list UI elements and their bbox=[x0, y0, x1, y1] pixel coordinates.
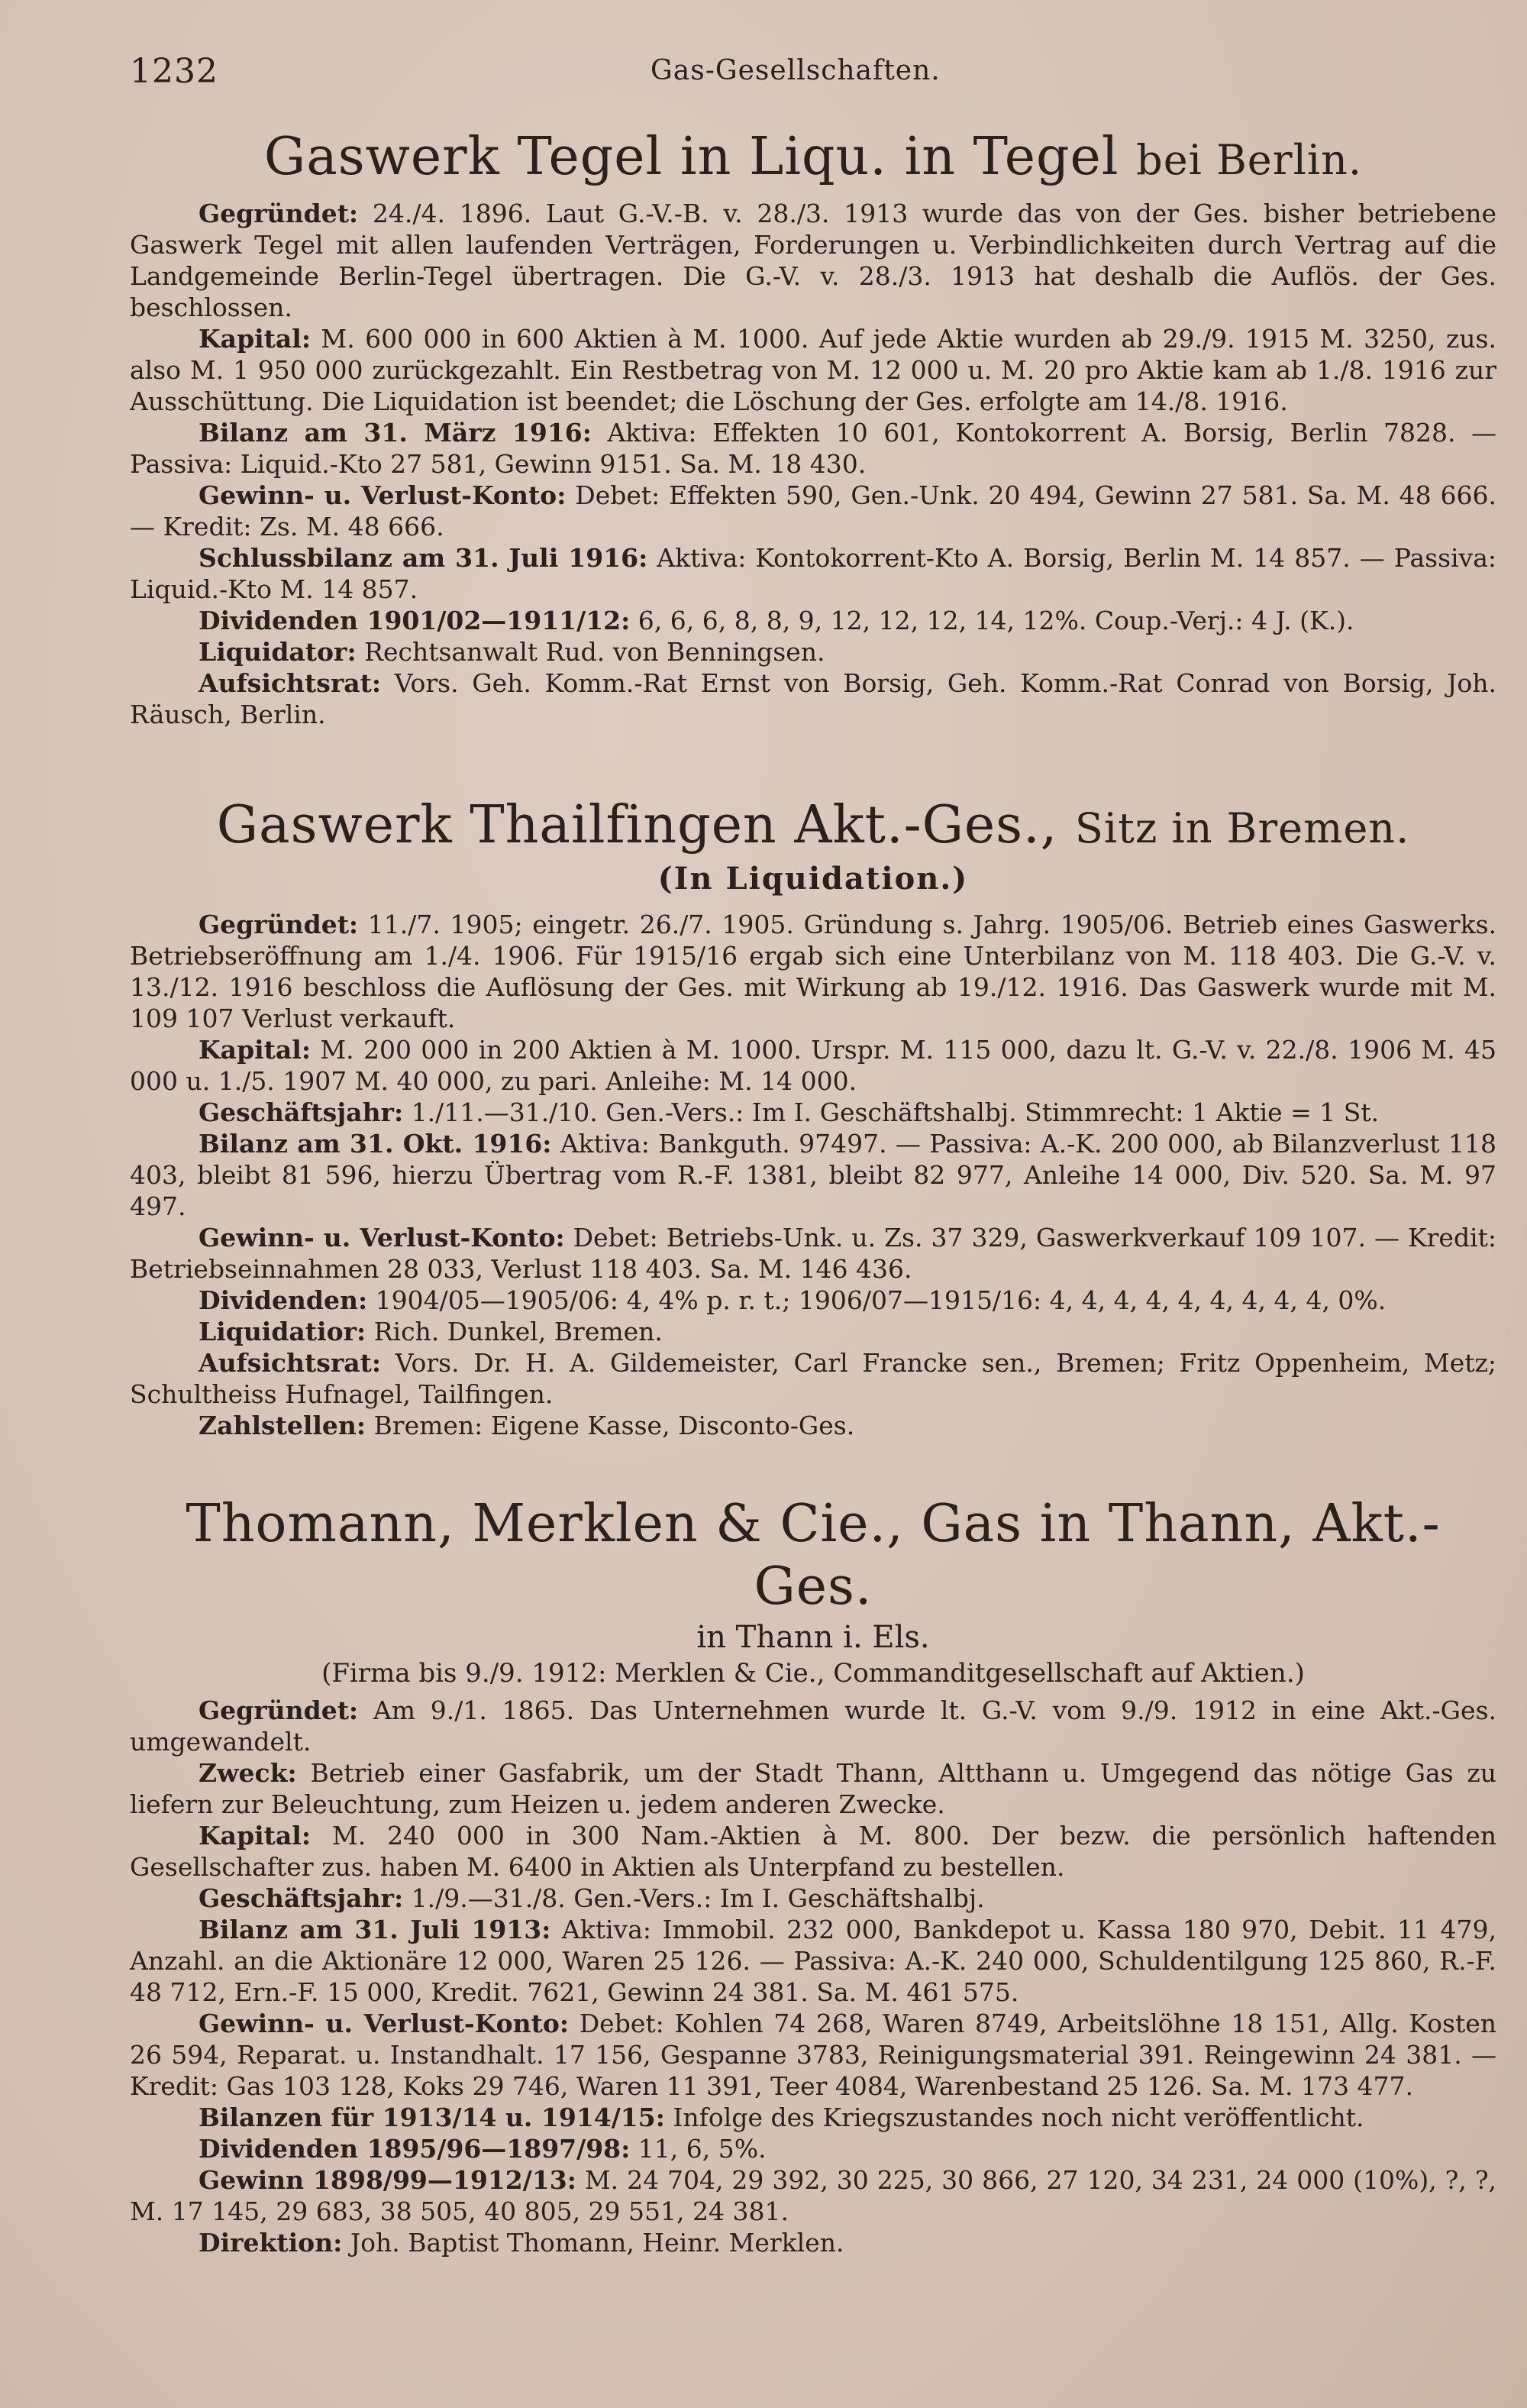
section-body bbox=[130, 198, 1496, 730]
paragraph bbox=[130, 1222, 1496, 1285]
paragraph bbox=[130, 605, 1496, 636]
heading-small: bei Berlin. bbox=[1136, 136, 1363, 184]
paragraph-text: Infolge des Kriegszustandes noch nicht veröffentlicht. bbox=[664, 2103, 1364, 2132]
paragraph bbox=[130, 1883, 1496, 1914]
section-subheading: in Thann i. Els. bbox=[696, 1620, 930, 1655]
paragraph-text: Aktiva: Immobil. 232 000, Bankdepot u. Kassa 180 970, Debit. 11 479, Anzahl. an die Aktionäre 12 000, Waren 25 126. — Passiva: A.-K. 240 000, Schuldentilgung 125 860, R.-F. 48 712, Ern.-F. 15 000, Kredit. 7621, Gewinn 24 381. Sa. M. 461 575. bbox=[130, 1915, 1496, 2007]
paragraph-lead: Gewinn- u. Verlust-Konto: bbox=[199, 2009, 570, 2038]
paragraph bbox=[130, 323, 1496, 417]
paragraph-text: Am 9./1. 1865. Das Unternehmen wurde lt. G.-V. vom 9./9. 1912 in eine Akt.-Ges. umgewandelt. bbox=[130, 1695, 1496, 1757]
paragraph bbox=[130, 667, 1496, 730]
paragraph bbox=[130, 2164, 1496, 2227]
section-heading bbox=[130, 794, 1496, 860]
paragraph-lead: Zahlstellen: bbox=[199, 1411, 366, 1440]
paragraph bbox=[130, 2008, 1496, 2102]
paragraph-lead: Liquidator: bbox=[199, 637, 357, 667]
heading-main: Gaswerk Thailfingen Akt.-Ges., bbox=[216, 795, 1058, 855]
running-head bbox=[130, 52, 1504, 98]
paragraph bbox=[130, 542, 1496, 605]
paragraph bbox=[130, 1695, 1496, 1757]
section-gaswerk-thailfingen bbox=[130, 794, 1496, 1441]
heading-main: Gaswerk Tegel in Liqu. in Tegel bbox=[263, 127, 1119, 187]
paragraph bbox=[130, 1097, 1496, 1128]
paragraph-text: 1904/05—1905/06: 4, 4% p. r. t.; 1906/07—1915/16: 4, 4, 4, 4, 4, 4, 4, 4, 4, 0%. bbox=[367, 1285, 1387, 1315]
paragraph-text: Debet: Betriebs-Unk. u. Zs. 37 329, Gaswerkverkauf 109 107. — Kredit: Betriebseinnahmen 28 033, Verlust 118 403. Sa. M. 146 436. bbox=[130, 1223, 1496, 1284]
section-thomann-merklen bbox=[130, 1493, 1496, 2258]
paragraph bbox=[130, 1410, 1496, 1441]
paragraph-lead: Dividenden 1901/02—1911/12: bbox=[199, 606, 631, 635]
paragraph-lead: Kapital: bbox=[199, 1821, 312, 1850]
paragraph bbox=[130, 1820, 1496, 1883]
paragraph bbox=[130, 2227, 1496, 2258]
paragraph bbox=[130, 2133, 1496, 2164]
paragraph bbox=[130, 1316, 1496, 1347]
paragraph bbox=[130, 1757, 1496, 1820]
paragraph-text: Rechtsanwalt Rud. von Benningsen. bbox=[356, 637, 825, 667]
paragraph-text: 1./9.—31./8. Gen.-Vers.: Im I. Geschäftshalbj. bbox=[403, 1883, 985, 1913]
paragraph-text: Vors. Dr. H. A. Gildemeister, Carl Francke sen., Bremen; Fritz Oppenheim, Metz; Schultheiss Hufnagel, Tailfingen. bbox=[130, 1348, 1496, 1409]
section-subheading bbox=[130, 860, 1496, 898]
paragraph-lead: Zweck: bbox=[199, 1758, 297, 1788]
paragraph-lead: Gewinn 1898/99—1912/13: bbox=[199, 2165, 576, 2195]
paragraph bbox=[130, 2102, 1496, 2133]
paragraph-lead: Bilanz am 31. Okt. 1916: bbox=[199, 1129, 552, 1159]
heading-main: Thomann, Merklen & Cie., Gas in Thann, Akt.-Ges. bbox=[186, 1494, 1441, 1617]
paragraph bbox=[130, 1347, 1496, 1410]
section-heading bbox=[130, 126, 1496, 192]
section-body bbox=[130, 1695, 1496, 2258]
paragraph-text: Joh. Baptist Thomann, Heinr. Merklen. bbox=[342, 2228, 844, 2258]
paragraph-text: Vors. Geh. Komm.-Rat Ernst von Borsig, Geh. Komm.-Rat Conrad von Borsig, Joh. Räusch, Berlin. bbox=[130, 668, 1496, 729]
paragraph-lead: Dividenden: bbox=[199, 1285, 368, 1315]
paragraph-lead: Gewinn- u. Verlust-Konto: bbox=[199, 1223, 565, 1252]
section-gaswerk-tegel bbox=[130, 126, 1496, 730]
paragraph-lead: Direktion: bbox=[199, 2228, 343, 2258]
paragraph bbox=[130, 1128, 1496, 1222]
paragraph-lead: Bilanz am 31. März 1916: bbox=[199, 418, 592, 448]
paragraph-lead: Dividenden 1895/96—1897/98: bbox=[199, 2134, 631, 2164]
paragraph bbox=[130, 1285, 1496, 1316]
running-title: Gas-Gesellschaften. bbox=[651, 55, 941, 86]
paragraph-text: Betrieb einer Gasfabrik, um der Stadt Thann, Altthann u. Umgegend das nötige Gas zu liefern zur Beleuchtung, zum Heizen u. jedem anderen Zwecke. bbox=[130, 1758, 1496, 1819]
paragraph-text: M. 600 000 in 600 Aktien à M. 1000. Auf jede Aktie wurden ab 29./9. 1915 M. 3250, zus. also M. 1 950 000 zurückgezahlt. Ein Restbetrag von M. 12 000 u. M. 20 pro Aktie kam ab 1./8. 1916 zur Ausschüttung. Die Liquidation ist beendet; die Löschung der Ges. erfolgte am 14./8. 1916. bbox=[130, 324, 1496, 416]
paragraph-lead: Gewinn- u. Verlust-Konto: bbox=[199, 480, 567, 510]
paragraph-lead: Kapital: bbox=[199, 324, 312, 354]
paragraph-text: M. 200 000 in 200 Aktien à M. 1000. Urspr. M. 115 000, dazu lt. G.-V. v. 22./8. 1906 M. 45 000 u. 1./5. 1907 M. 40 000, zu pari. Anleihe: M. 14 000. bbox=[130, 1035, 1496, 1096]
paragraph-lead: Geschäftsjahr: bbox=[199, 1097, 404, 1127]
paragraph-text: 1./11.—31./10. Gen.-Vers.: Im I. Geschäftshalbj. Stimmrecht: 1 Aktie = 1 St. bbox=[403, 1097, 1380, 1127]
paragraph-text: M. 240 000 in 300 Nam.-Aktien à M. 800. Der bezw. die persönlich haftenden Gesellschafter zus. haben M. 6400 in Aktien als Unterpfand zu bestellen. bbox=[130, 1821, 1496, 1882]
paragraph-lead: Kapital: bbox=[199, 1035, 312, 1065]
paragraph-lead: Gegründet: bbox=[199, 199, 359, 228]
paragraph-lead: Aufsichtsrat: bbox=[199, 668, 382, 698]
heading-small: Sitz in Bremen. bbox=[1074, 804, 1410, 852]
paragraph-text: Debet: Effekten 590, Gen.-Unk. 20 494, Gewinn 27 581. Sa. M. 48 666. — Kredit: Zs. M. 48 666. bbox=[130, 480, 1496, 541]
paragraph-text: Debet: Kohlen 74 268, Waren 8749, Arbeitslöhne 18 151, Allg. Kosten 26 594, Reparat. u. Instandhalt. 17 156, Gespanne 3783, Reinigungsmaterial 391. Reingewinn 24 381. — Kredit: Gas 103 128, Koks 29 746, Waren 11 391, Teer 4084, Warenbestand 25 126. Sa. M. 173 477. bbox=[130, 2009, 1496, 2101]
section-body bbox=[130, 909, 1496, 1441]
paragraph bbox=[130, 1034, 1496, 1097]
paragraph bbox=[130, 417, 1496, 480]
paragraph-text: Aktiva: Bankguth. 97497. — Passiva: A.-K. 200 000, ab Bilanzverlust 118 403, bleibt 81 596, hierzu Übertrag vom R.-F. 1381, bleibt 82 977, Anleihe 14 000, Div. 520. Sa. M. 97 497. bbox=[130, 1129, 1496, 1221]
paragraph-text: 11, 6, 5%. bbox=[630, 2134, 767, 2164]
page-number: 1232 bbox=[130, 52, 218, 91]
paragraph-lead: Aufsichtsrat: bbox=[199, 1348, 382, 1378]
paragraph-text: Aktiva: Effekten 10 601, Kontokorrent A. Borsig, Berlin 7828. — Passiva: Liquid.-Kto 27 581, Gewinn 9151. Sa. M. 18 430. bbox=[130, 418, 1497, 479]
paragraph bbox=[130, 636, 1496, 667]
paragraph bbox=[130, 909, 1496, 1034]
paragraph-text: 6, 6, 6, 8, 8, 9, 12, 12, 12, 14, 12%. Coup.-Verj.: 4 J. (K.). bbox=[630, 606, 1354, 635]
paragraph-text: Bremen: Eigene Kasse, Disconto-Ges. bbox=[366, 1411, 855, 1440]
paragraph-lead: Bilanzen für 1913/14 u. 1914/15: bbox=[199, 2103, 665, 2132]
paragraph-lead: Gegründet: bbox=[199, 1695, 359, 1725]
paragraph bbox=[130, 1914, 1496, 2008]
paragraph bbox=[130, 480, 1496, 542]
paragraph-lead: Liquidatior: bbox=[199, 1317, 366, 1346]
paragraph-lead: Geschäftsjahr: bbox=[199, 1883, 404, 1913]
paragraph-text: 11./7. 1905; eingetr. 26./7. 1905. Gründung s. Jahrg. 1905/06. Betrieb eines Gaswerks. Betriebseröffnung am 1./4. 1906. Für 1915/16 ergab sich eine Unterbilanz von M. 118 403. Die G.-V. v. 13./12. 1916 beschloss die Auflösung der Ges. mit Wirkung ab 19./12. 1916. Das Gaswerk wurde mit M. 109 107 Verlust verkauft. bbox=[130, 910, 1496, 1033]
section-heading bbox=[130, 1493, 1496, 1618]
paragraph-lead: Bilanz am 31. Juli 1913: bbox=[199, 1915, 551, 1944]
section-note: (Firma bis 9./9. 1912: Merklen & Cie., Commanditgesellschaft auf Aktien.) bbox=[321, 1658, 1305, 1689]
paragraph-text: Aktiva: Kontokorrent-Kto A. Borsig, Berlin M. 14 857. — Passiva: Liquid.-Kto M. 14 857. bbox=[130, 543, 1496, 604]
paragraph-text: Rich. Dunkel, Bremen. bbox=[366, 1317, 663, 1346]
paragraph bbox=[130, 198, 1496, 323]
paragraph-text: M. 24 704, 29 392, 30 225, 30 866, 27 120, 34 231, 24 000 (10%), ?, ?, M. 17 145, 29 683, 38 505, 40 805, 29 551, 24 381. bbox=[130, 2165, 1496, 2226]
paragraph-lead: Gegründet: bbox=[199, 910, 359, 939]
paragraph-lead: Schlussbilanz am 31. Juli 1916: bbox=[199, 543, 648, 573]
liquidation-label: (In Liquidation.) bbox=[657, 861, 969, 897]
paragraph-text: 24./4. 1896. Laut G.-V.-B. v. 28./3. 1913 wurde das von der Ges. bisher betriebene Gaswerk Tegel mit allen laufenden Verträgen, Forderungen u. Verbindlichkeiten durch Vertrag auf die Landgemeinde Berlin-Tegel übertragen. Die G.-V. v. 28./3. 1913 hat deshalb die Auflös. der Ges. beschlossen. bbox=[130, 199, 1496, 322]
